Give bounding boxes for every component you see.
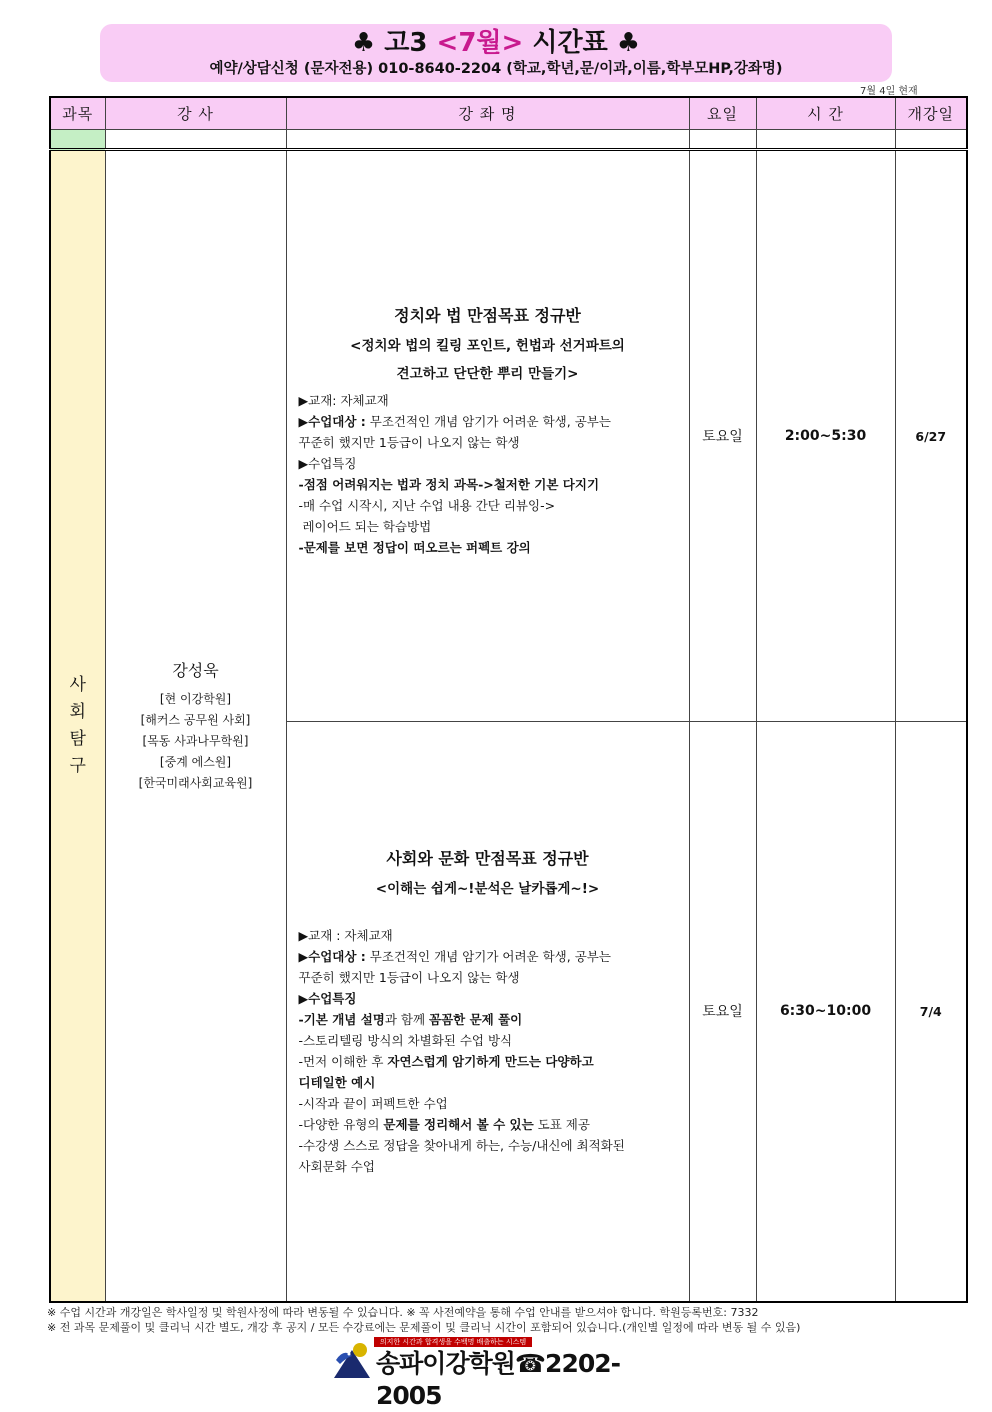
header-subject: 과목	[50, 97, 105, 130]
academy-footer	[330, 1336, 670, 1410]
course-time: 6:30~10:00	[756, 722, 895, 1302]
course-features-label: ▶수업특징	[298, 455, 357, 471]
footnote: ※ 수업 시간과 개강일은 학사일정 및 학원사정에 따라 변동될 수 있습니다. ※ 꼭 사전예약을 통해 수업 안내를 받으셔야 합니다. 학원등록번호: 7332	[47, 1306, 759, 1319]
course-feature: -문제를 보면 정답이 떠오르는 퍼펙트 강의	[298, 539, 531, 555]
course-feature: 디테일한 예시	[298, 1074, 376, 1090]
header-day: 요일	[689, 97, 756, 130]
course-textbook: ▶교재 : 자체교재	[298, 927, 393, 943]
table-row	[50, 150, 967, 722]
header-teacher: 강 사	[105, 97, 286, 130]
club-icon: ♣	[616, 28, 641, 58]
title-suffix: 시간표	[532, 28, 608, 58]
course-feature: 레이어드 되는 학습방법	[298, 518, 432, 534]
title-month: <7월>	[436, 28, 524, 58]
bird-logo-icon	[330, 1338, 374, 1382]
course-slogan: 견고하고 단단한 뿌리 만들기>	[396, 365, 579, 382]
teacher-affiliation: [해커스 공무원 사회]	[140, 712, 251, 727]
teacher-name: 강성욱	[172, 660, 219, 680]
course-day: 토요일	[689, 150, 756, 722]
teacher-affiliation: [현 이강학원]	[159, 691, 232, 706]
course-target: 꾸준히 했지만 1등급이 나오지 않는 학생	[298, 434, 520, 450]
course-target: 꾸준히 했지만 1등급이 나오지 않는 학생	[298, 969, 520, 985]
course-feature: -시작과 끝이 퍼펙트한 수업	[298, 1095, 448, 1111]
course-cell	[286, 722, 689, 1302]
course-target: ▶수업대상 : 무조건적인 개념 암기가 어려운 학생, 공부는	[298, 948, 611, 964]
club-icon: ♣	[351, 28, 376, 58]
course-textbook: ▶교재: 자체교재	[298, 392, 389, 408]
course-title: 사회와 문화 만점목표 정규반	[386, 848, 589, 868]
course-feature: -점점 어려워지는 법과 정치 과목->철저한 기본 다지기	[298, 476, 600, 492]
course-target: ▶수업대상 : 무조건적인 개념 암기가 어려운 학생, 공부는	[298, 413, 611, 429]
header-row	[50, 97, 967, 130]
course-feature: 사회문화 수업	[298, 1158, 375, 1174]
subject-cell: 사 회 탐 구	[50, 150, 105, 1302]
course-feature: -기본 개념 설명과 함께 꼼꼼한 문제 풀이	[298, 1011, 523, 1027]
footnote: ※ 전 과목 문제풀이 및 클리닉 시간 별도, 개강 후 공지 / 모든 수강료에는 문제풀이 및 클리닉 시간이 포함되어 있습니다.(개인별 일정에 따라 변동 될 수 있음)	[47, 1321, 801, 1334]
header-open-date: 개강일	[895, 97, 967, 130]
teacher-affiliation: [중계 에스원]	[159, 754, 232, 769]
title-banner	[100, 24, 892, 82]
academy-phone: ☎2202-2005	[376, 1349, 621, 1410]
spacer-row	[50, 130, 967, 150]
course-open-date: 7/4	[895, 722, 967, 1302]
academy-tagline: 의지한 시간과 합격생을 수백명 배출하는 시스템	[374, 1337, 532, 1347]
footnotes	[47, 1305, 800, 1335]
course-cell	[286, 150, 689, 722]
timetable	[49, 96, 968, 1303]
course-time: 2:00~5:30	[756, 150, 895, 722]
course-feature: -수강생 스스로 정답을 찾아내게 하는, 수능/내신에 최적화된	[298, 1137, 625, 1153]
header-course: 강 좌 명	[286, 97, 689, 130]
course-feature: -스토리텔링 방식의 차별화된 수업 방식	[298, 1032, 513, 1048]
course-day: 토요일	[689, 722, 756, 1302]
course-features-label: ▶수업특징	[298, 990, 357, 1006]
course-feature: -먼저 이해한 후 자연스럽게 암기하게 만드는 다양하고	[298, 1053, 594, 1069]
page-title	[100, 27, 892, 59]
course-feature: -매 수업 시작시, 지난 수업 내용 간단 리뷰잉->	[298, 497, 556, 513]
academy-name: 송파이강학원☎2202-2005	[376, 1349, 621, 1410]
teacher-affiliation: [한국미래사회교육원]	[138, 775, 253, 790]
teacher-cell	[105, 150, 286, 1302]
title-prefix: 고3	[384, 28, 428, 58]
course-open-date: 6/27	[895, 150, 967, 722]
as-of-date: 7월 4일 현재	[860, 86, 918, 97]
course-title: 정치와 법 만점목표 정규반	[394, 305, 581, 325]
course-slogan: <이해는 쉽게~!분석은 날카롭게~!>	[375, 880, 600, 897]
course-feature: -다양한 유형의 문제를 정리해서 볼 수 있는 도표 제공	[298, 1116, 590, 1132]
contact-line: 예약/상담신청 (문자전용) 010-8640-2204 (학교,학년,문/이과,이름,학부모HP,강좌명)	[209, 61, 783, 77]
header-time: 시 간	[756, 97, 895, 130]
teacher-affiliation: [목동 사과나무학원]	[142, 733, 249, 748]
course-slogan: <정치와 법의 킬링 포인트, 헌법과 선거파트의	[350, 337, 625, 354]
